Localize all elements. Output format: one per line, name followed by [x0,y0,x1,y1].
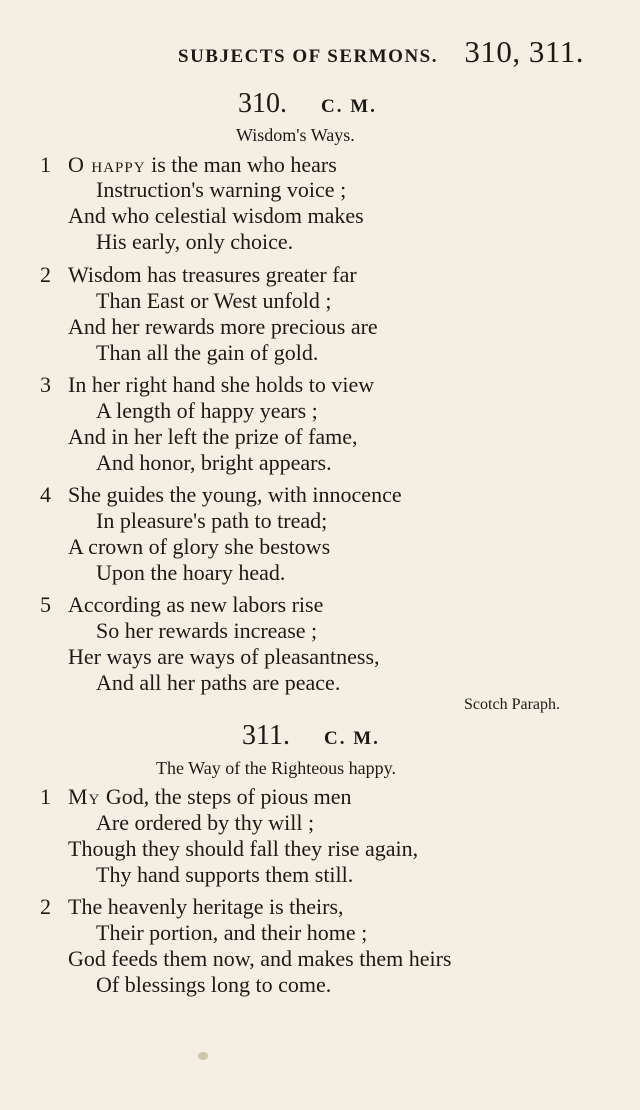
stanza-number: 1 [40,152,51,177]
verse-line: And her rewards more precious are [68,314,378,339]
hymn-number: 310. [238,88,287,119]
running-title: SUBJECTS OF SERMONS. [178,46,438,67]
verse-line: God feeds them now, and makes them heirs [68,946,452,971]
verse-line [68,784,352,810]
verse-line: Thy hand supports them still. [96,862,354,887]
verse-line: So her rewards increase ; [96,618,318,643]
stanza-number: 2 [40,262,51,287]
hymn-heading [242,720,380,752]
verse-line: Instruction's warning voice ; [96,177,347,202]
stanza-number: 1 [40,784,51,809]
verse-line: Their portion, and their home ; [96,920,368,945]
verse-text: is the man who hears [145,152,337,177]
verse-line: Of blessings long to come. [96,972,332,997]
verse-line: A length of happy years ; [96,398,318,423]
verse-line: Wisdom has treasures greater far [68,262,357,287]
hymn-meter: C. M. [323,728,380,749]
verse-line: Than East or West unfold ; [96,288,332,313]
verse-line: She guides the young, with innocence [68,482,402,507]
verse-line: A crown of glory she bestows [68,534,331,559]
page-numbers: 310, 311. [464,34,584,69]
stanza-number: 2 [40,894,51,919]
hymn-meter: C. M. [321,96,377,117]
verse-text: God, the steps of pious men [100,784,352,809]
hymn-heading [238,88,377,120]
verse-line: And honor, bright appears. [96,450,332,475]
running-head [178,34,584,70]
attribution: Scotch Paraph. [464,696,560,713]
verse-lead: My [68,784,101,809]
hymn-title: The Way of the Righteous happy. [156,758,397,778]
verse-lead: O happy [68,152,146,177]
hymn-number: 311. [242,720,290,751]
verse-line: And in her left the prize of fame, [68,424,358,449]
hymn-title: Wisdom's Ways. [236,125,355,145]
verse-line: His early, only choice. [96,229,294,254]
paper-blemish [198,1052,208,1060]
verse-line [68,152,337,178]
verse-line: And all her paths are peace. [96,670,341,695]
stanza-number: 4 [40,482,51,507]
verse-line: Though they should fall they rise again, [68,836,419,861]
verse-line: And who celestial wisdom makes [68,203,364,228]
stanza-number: 5 [40,592,51,617]
verse-line: Than all the gain of gold. [96,340,319,365]
verse-line: According as new labors rise [68,592,324,617]
verse-line: In her right hand she holds to view [68,372,375,397]
verse-line: Her ways are ways of pleasantness, [68,644,380,669]
verse-line: Upon the hoary head. [96,560,286,585]
verse-line: The heavenly heritage is theirs, [68,894,344,919]
stanza-number: 3 [40,372,51,397]
verse-line: In pleasure's path to tread; [96,508,328,533]
verse-line: Are ordered by thy will ; [96,810,315,835]
